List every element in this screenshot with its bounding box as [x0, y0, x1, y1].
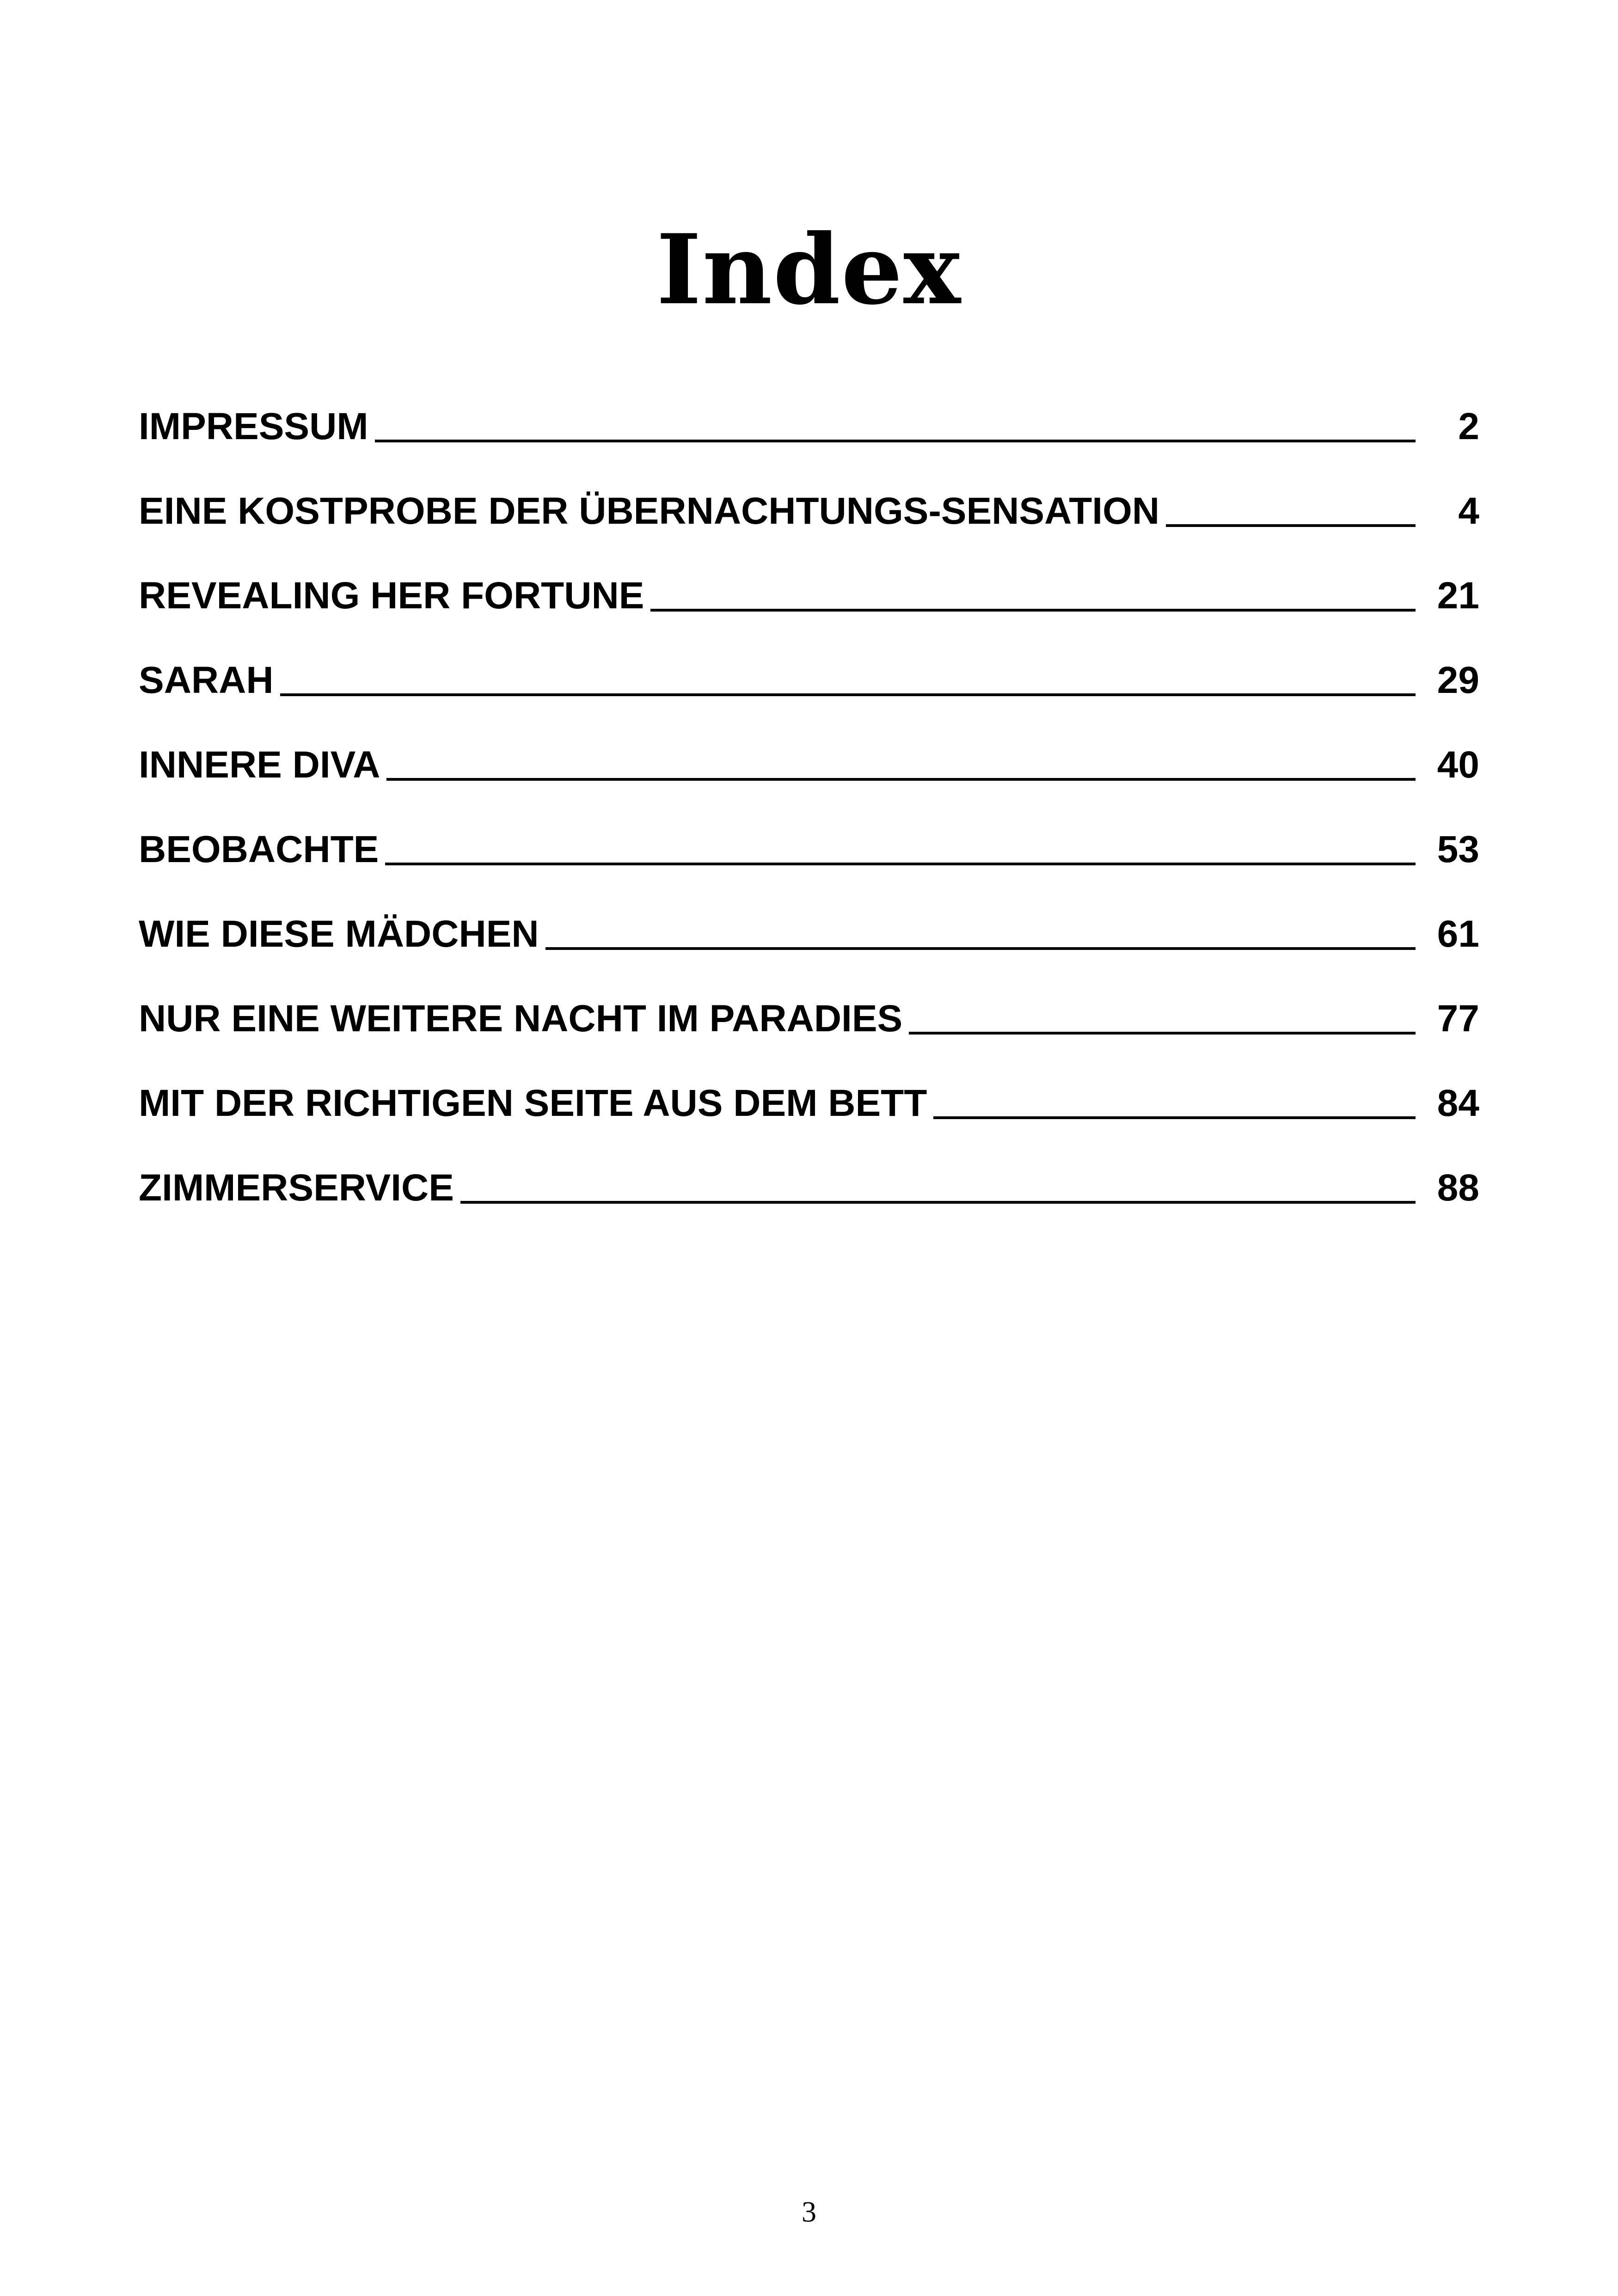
footer-page-number: 3 — [802, 2195, 816, 2228]
toc-entry-title: REVEALING HER FORTUNE — [139, 575, 644, 617]
toc-entry-title: MIT DER RICHTIGEN SEITE AUS DEM BETT — [139, 1082, 927, 1124]
toc-entry-title: WIE DIESE MÄDCHEN — [139, 913, 539, 955]
toc-entry[interactable] — [139, 708, 1479, 793]
toc-page-number: 4 — [1458, 490, 1479, 532]
table-of-contents — [139, 370, 1479, 1216]
toc-entry[interactable] — [139, 454, 1479, 539]
toc-leader-line — [1166, 524, 1416, 527]
toc-entry[interactable] — [139, 793, 1479, 877]
toc-page-number: 84 — [1437, 1082, 1479, 1124]
toc-entry-title: IMPRESSUM — [139, 405, 368, 447]
toc-leader-line — [909, 1032, 1416, 1035]
toc-leader-line — [280, 693, 1416, 696]
toc-entry[interactable] — [139, 1047, 1479, 1131]
toc-page-number: 53 — [1437, 828, 1479, 870]
toc-page-number: 40 — [1437, 744, 1479, 786]
toc-leader-line — [386, 778, 1416, 781]
page-title: Index — [656, 214, 962, 327]
toc-entry-title: INNERE DIVA — [139, 744, 380, 786]
toc-entry[interactable] — [139, 539, 1479, 624]
toc-leader-line — [933, 1116, 1416, 1119]
toc-leader-line — [375, 440, 1416, 442]
toc-page-number: 77 — [1437, 998, 1479, 1040]
toc-entry-title: BEOBACHTE — [139, 828, 379, 870]
toc-leader-line — [650, 609, 1416, 612]
toc-entry[interactable] — [139, 624, 1479, 708]
toc-page-number: 29 — [1437, 659, 1479, 701]
toc-page-number: 61 — [1437, 913, 1479, 955]
toc-entry[interactable] — [139, 1131, 1479, 1216]
toc-entry[interactable] — [139, 370, 1479, 454]
toc-entry[interactable] — [139, 962, 1479, 1047]
toc-entry-title: ZIMMERSERVICE — [139, 1167, 454, 1209]
toc-page-number: 88 — [1437, 1167, 1479, 1209]
toc-leader-line — [460, 1201, 1416, 1204]
toc-entry[interactable] — [139, 877, 1479, 962]
toc-page-number: 2 — [1458, 405, 1479, 447]
toc-entry-title: NUR EINE WEITERE NACHT IM PARADIES — [139, 998, 903, 1040]
toc-leader-line — [545, 947, 1416, 950]
toc-page-number: 21 — [1437, 575, 1479, 617]
toc-leader-line — [385, 863, 1416, 865]
toc-entry-title: EINE KOSTPROBE DER ÜBERNACHTUNGS-SENSATION — [139, 490, 1160, 532]
toc-entry-title: SARAH — [139, 659, 274, 701]
